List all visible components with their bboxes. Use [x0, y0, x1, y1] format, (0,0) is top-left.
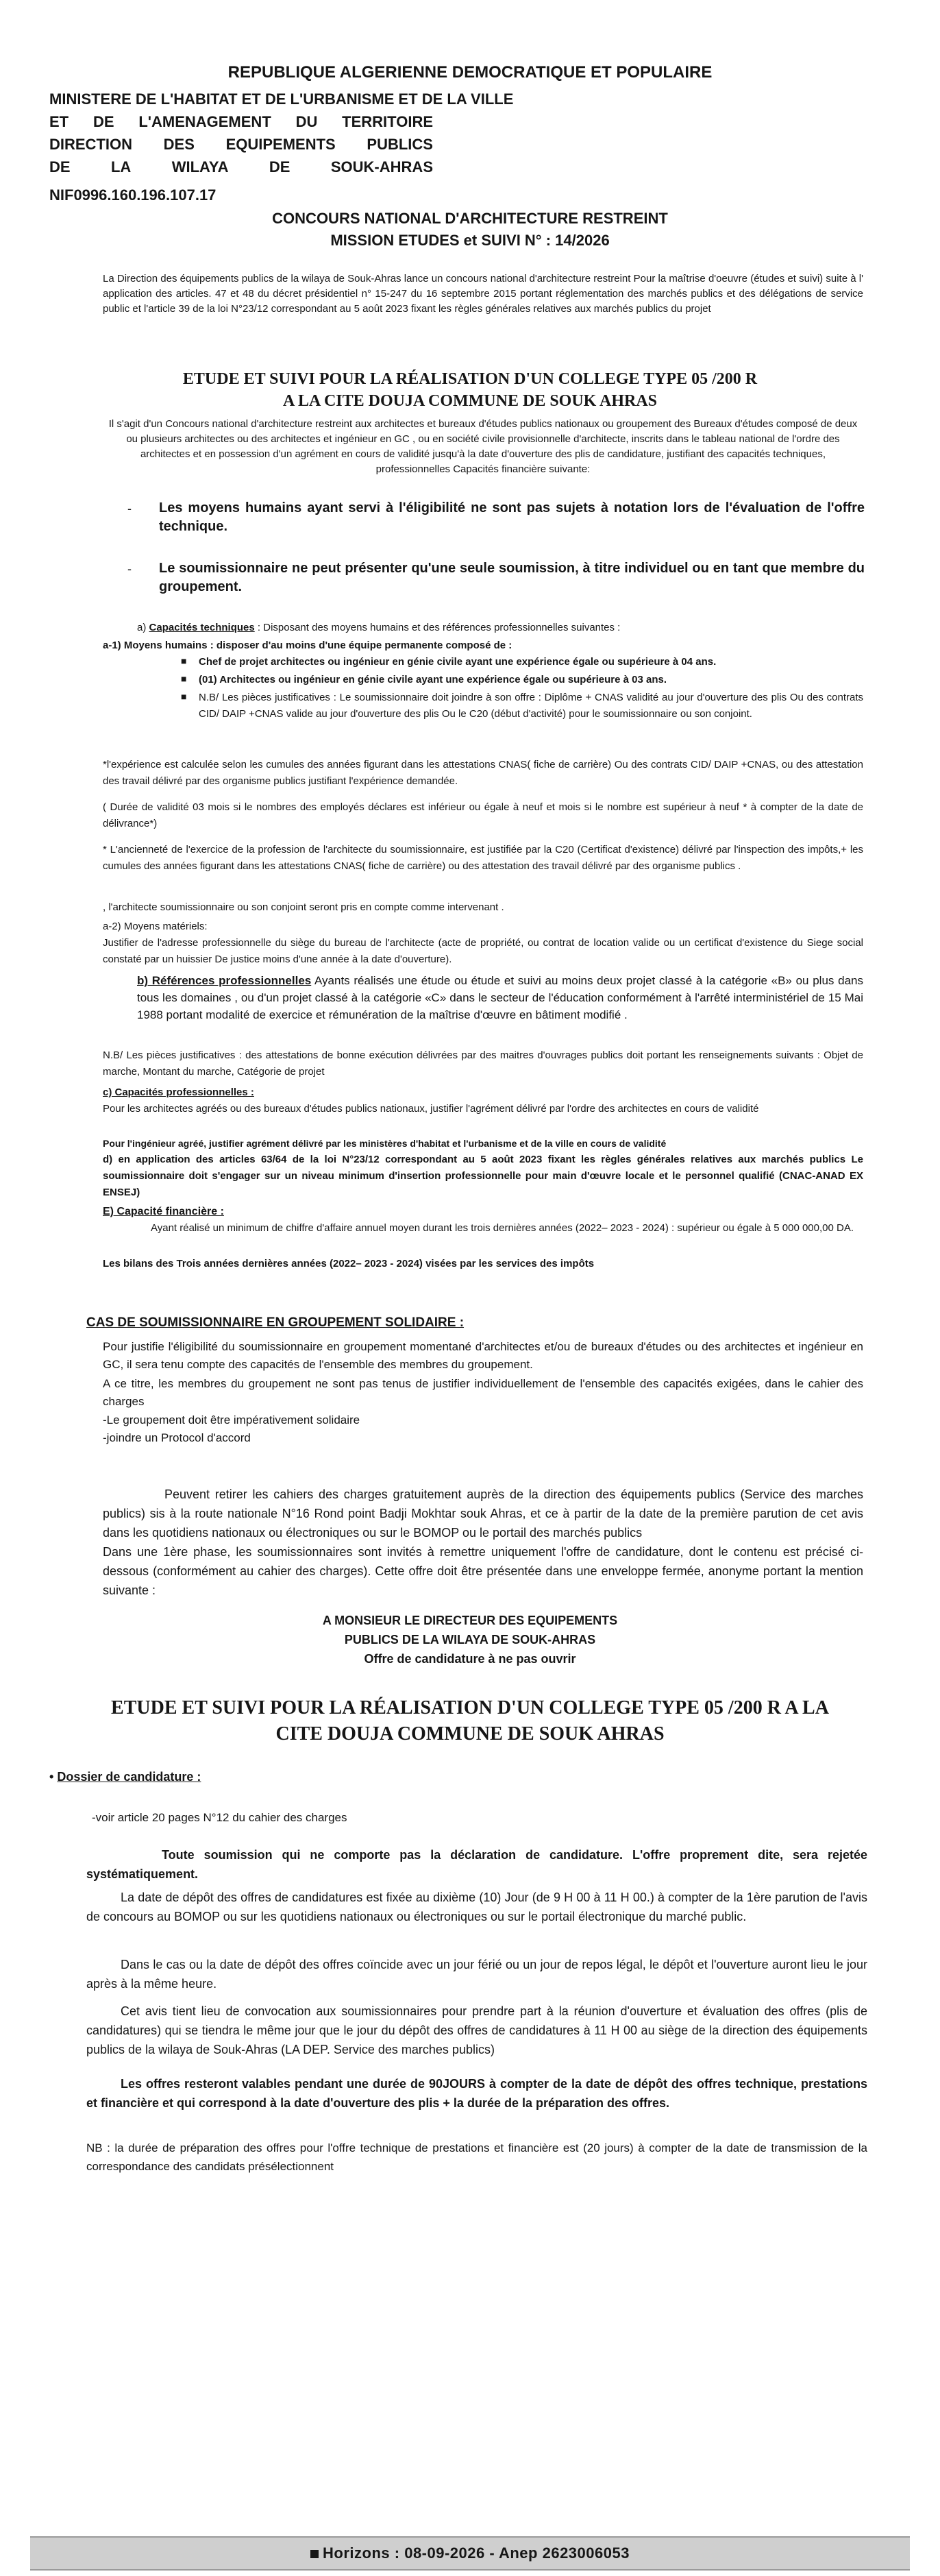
rejection-note: Toute soumission qui ne comporte pas la déclaration de candidature. L'offre proprement dite, sera rejetée systématiquement.	[86, 1848, 867, 1881]
project-title-line2: A LA CITE DOUJA COMMUNE DE SOUK AHRAS	[282, 392, 658, 410]
envelope-mention-line2: CITE DOUJA COMMUNE DE SOUK AHRAS	[275, 1723, 665, 1745]
references-nb: N.B/ Les pièces justificatives : des attestations de bonne exécution délivrées par des maitres d'ouvrages publics doit portant les renseignements suivants : Objet de marche, Montant du marche, Catégorie de projet	[103, 1049, 863, 1078]
ministry-word: WILAYA	[171, 158, 229, 175]
republic-title: REPUBLIQUE ALGERIENNE DEMOCRATIQUE ET POPULAIRE	[227, 63, 713, 82]
footer-text	[310, 2544, 630, 2562]
dossier-reference: -voir article 20 pages N°12 du cahier des charges	[92, 1811, 347, 1824]
ministry-word: L'AMENAGEMENT	[138, 113, 271, 130]
ministry-word: DES	[163, 136, 195, 153]
nb-supporting-documents: N.B/ Les pièces justificatives : Le soumissionnaire doit joindre à son offre : Diplôme + CNAS validité au jour d'ouverture des plis Ou des contrats CID/ DAIP +CNAS valide au jour d'ouverture des plis Ou le C20 (début d'activité) pour le soumissionnaire ou son conjoint.	[199, 692, 863, 720]
ministry-word: EQUIPEMENTS	[225, 136, 336, 153]
financial-statements-note: Les bilans des Trois années dernières années (2022– 2023 - 2024) visées par les services des impôts	[103, 1258, 595, 1269]
project-title-line1: ETUDE ET SUIVI POUR LA RÉALISATION D'UN COLLEGE TYPE 05 /200 R	[182, 370, 758, 388]
ministry-word: DE	[49, 158, 71, 175]
section-text: : Disposant des moyens humains et des références professionnelles suivantes :	[257, 622, 621, 633]
ministry-line	[49, 156, 433, 178]
publication-footer	[30, 2536, 910, 2571]
envelope-mention-line1: ETUDE ET SUIVI POUR LA RÉALISATION D'UN COLLEGE TYPE 05 /200 R A LA	[111, 1697, 829, 1718]
seniority-note: * L'ancienneté de l'exercice de la profession de l'architecte du soumissionnaire, est justifiée par la C20 (Certificat d'existence) délivré par l'inspection des impôts,+ les cumules des années figurant dans les attestations CNAS( fiche de carrière) ou des attestation des travail délivré par des organisme publics .	[103, 844, 863, 872]
ministry-word: SOUK-AHRAS	[330, 158, 433, 175]
list-marker: a)	[137, 622, 147, 633]
groupement-capacities: A ce titre, les membres du groupement ne sont pas tenus de justifier individuellement de l'ensemble des capacités exigées, dans le cahier des charges	[103, 1377, 863, 1408]
technical-capacities-heading	[137, 620, 863, 636]
bullet-dash: -	[127, 502, 132, 515]
material-means-heading: a-2) Moyens matériels:	[103, 921, 208, 932]
material-means-text: Justifier de l'adresse professionnelle du siège du bureau de l'architecte (acte de propriété, ou contrat de location valide ou un certificat d'existence du Siege social constaté par un huissier De justice moins d'une année à la date d'ouverture).	[103, 937, 863, 965]
deposit-date: La date de dépôt des offres de candidatures est fixée au dixième (10) Jour (de 9 H 00 à 11 H 00.) à compter de la 1ère parution de l'avis de concours au BOMOP ou sur les quotidiens nationaux ou électroniques ou sur le portail électronique du marché public.	[86, 1891, 867, 1923]
bullet-square-icon: ■	[181, 673, 187, 684]
address-line2: PUBLICS DE LA WILAYA DE SOUK-AHRAS	[344, 1633, 596, 1647]
groupement-heading: CAS DE SOUMISSIONNAIRE EN GROUPEMENT SOLIDAIRE :	[86, 1315, 465, 1330]
section-text: Ayants réalisés une étude ou étude et suivi au moins deux projet classé à la catégorie «B» ou plus dans tous les domaines , ou d'un projet classé à la catégorie «C» dans le secteur de l'éducation conformément à l'arrêté interministériel de 15 Mai 1988 portant modalité de exercice et rémunération de la maîtrise d'œuvre en bâtiment modifié .	[137, 974, 863, 1021]
groupement-protocol: -joindre un Protocol d'accord	[103, 1431, 251, 1444]
local-insertion-commitment: d) en application des articles 63/64 de la loi N°23/12 correspondant au 5 août 2023 fixant les règles générales relatives aux marchés publics Le soumissionnaire doit s'engager sur un niveau minimum d'insertion professionnelle pour main d'œuvre locale et le personnel qualifié (CNAC-ANAD EX ENSEJ)	[103, 1154, 863, 1198]
eligibility-paragraph: Il s'agit d'un Concours national d'architecture restreint aux architectes et bureaux d'études publics nationaux ou groupement des Bureaux d'études composé de deux ou plusieurs architectes ou des architectes et ingénieur en GC , ou en société civile provisionnelle d'architecte, inscrits dans le tableau national de l'ordre des architectes et en possession d'un agrément en cours de validité jusqu'à la date d'ouverture des plis de candidature, justifiant des capacités techniques, professionnelles Capacités financière suivante:	[108, 418, 858, 475]
financial-capacity-text: Ayant réalisé un minimum de chiffre d'affaire annuel moyen durant les trois dernières années (2022– 2023 - 2024) : supérieur ou égale à 5 000 000,00 DA.	[151, 1222, 854, 1234]
nif-number: NIF0996.160.196.107.17	[49, 186, 217, 204]
validity-period: Les offres resteront valables pendant une durée de 90JOURS à compter de la date de dépôt des offres technique, prestations et financière et qui correspond à la date d'ouverture des plis + la durée de la préparation des offres.	[86, 2077, 867, 2110]
ministry-word: LA	[110, 158, 132, 175]
square-bullet-icon	[310, 2550, 319, 2558]
financial-capacity-heading: E) Capacité financière :	[103, 1206, 224, 1217]
submission-paragraph: Dans une 1ère phase, les soumissionnaires sont invités à remettre uniquement l'offre de candidature, dont le contenu est précisé ci-dessous (conformément au cahier des charges). Cette offre doit être présentée dans une enveloppe fermée, anonyme portant la mention suivante :	[103, 1545, 863, 1597]
ministry-line	[49, 133, 433, 156]
intro-paragraph: La Direction des équipements publics de la wilaya de Souk-Ahras lance un concours national d'architecture restreint Pour la maîtrise d'oeuvre (études et suivi) suite à l' application des articles. 47 et 48 du décret présidentiel n° 15-247 du 16 septembre 2015 portant réglementation des marchés publics et des délégations de service public et l'article 39 de la loi N°23/12 correspondant au 5 août 2023 fixant les règles générales relatives aux marchés publics du projet	[103, 273, 863, 315]
mission-number: MISSION ETUDES et SUIVI N° : 14/2026	[330, 232, 610, 249]
bullet-dot-icon: •	[49, 1770, 54, 1784]
engineer-agreement: Pour l'ingénieur agréé, justifier agrément délivré par les ministères d'habitat et l'urbanisme et de la ville en cours de validité	[103, 1138, 667, 1149]
preparation-duration-nb: NB : la durée de préparation des offres pour l'offre technique de prestations et financière est (20 jours) à compter de la date de transmission de la correspondance des candidats présélectionnent	[86, 2141, 867, 2173]
holiday-rule: Dans le cas ou la date de dépôt des offres coïncide avec un jour férié ou un jour de repos légal, le dépôt et l'ouverture auront lieu le jour après à la même heure.	[86, 1958, 867, 1991]
contest-title: CONCOURS NATIONAL D'ARCHITECTURE RESTREINT	[272, 210, 668, 227]
single-submission-note: Le soumissionnaire ne peut présenter qu'une seule soumission, à titre individuel ou en tant que membre du groupement.	[159, 561, 865, 594]
professional-capacities-heading: c) Capacités professionnelles :	[103, 1086, 254, 1098]
opening-meeting: Cet avis tient lieu de convocation aux soumissionnaires pour prendre part à la réunion d'ouverture et évaluation des offres (plis de candidatures) qui se tiendra le même jour que le jour du dépôt des offres de candidatures à 11 H 00 au siège de la direction des équipements publics de la wilaya de Souk-Ahras (LA DEP. Service des marches publics)	[86, 2004, 867, 2056]
ministry-word: TERRITOIRE	[342, 113, 433, 130]
groupement-solidarity: -Le groupement doit être impérativement solidaire	[103, 1413, 360, 1426]
ministry-word: DE	[92, 113, 114, 130]
ministry-word: DIRECTION	[49, 136, 132, 153]
validity-note: ( Durée de validité 03 mois si le nombres des employés déclares est inférieur ou égale à neuf et mois si le nombre est supérieur à neuf * à compter de la date de délivrance*)	[103, 801, 863, 829]
human-means-note: Les moyens humains ayant servi à l'éligibilité ne sont pas sujets à notation lors de l'évaluation de l'offre technique.	[159, 500, 865, 534]
withdrawal-paragraph: Peuvent retirer les cahiers des charges gratuitement auprès de la direction des équipements publics (Service des marches publics) sis à la route nationale N°16 Rond point Badji Mokhtar souk Ahras, et ce à partir de la date de la première parution de cet avis dans les quotidiens nationaux ou électroniques ou sur le BOMOP ou le portail des marchés publics	[103, 1487, 863, 1540]
address-line1: A MONSIEUR LE DIRECTEUR DES EQUIPEMENTS	[322, 1614, 618, 1627]
groupement-eligibility: Pour justifie l'éligibilité du soumissionnaire en groupement momentané d'architectes et/ou de bureaux d'études ou des architectes et ingénieur en GC, il sera tenu compte des capacités de l'ensemble des membres du groupement.	[103, 1340, 863, 1371]
ministry-word: DE	[269, 158, 290, 175]
human-means-heading: a-1) Moyens humains : disposer d'au moins d'une équipe permanente composé de :	[103, 640, 512, 651]
ministry-word: ET	[49, 113, 69, 130]
dossier-heading	[49, 1769, 460, 1785]
ministry-line	[49, 110, 433, 133]
address-line3: Offre de candidature à ne pas ouvrir	[364, 1652, 576, 1666]
bullet-square-icon: ■	[181, 655, 187, 666]
references-paragraph	[137, 972, 863, 1023]
ministry-block	[49, 88, 514, 178]
spouse-note: , l'architecte soumissionnaire ou son conjoint seront pris en compte comme intervenant .	[103, 901, 504, 913]
ministry-line: MINISTERE DE L'HABITAT ET DE L'URBANISME ET DE LA VILLE	[49, 90, 514, 108]
bullet-dash: -	[127, 562, 132, 576]
bullet-square-icon: ■	[181, 691, 187, 702]
staff-requirement-1: Chef de projet architectes ou ingénieur en génie civile ayant une expérience égale ou supérieure à 04 ans.	[199, 656, 717, 668]
footer-label: Horizons : 08-09-2026 - Anep 2623006053	[323, 2544, 630, 2562]
architect-agreement: Pour les architectes agréés ou des bureaux d'études publics nationaux, justifier l'agrément délivré par l'ordre des architectes en cours de validité	[103, 1103, 759, 1115]
ministry-word: DU	[295, 113, 318, 130]
dossier-title: Dossier de candidature :	[57, 1770, 201, 1784]
experience-note: *l'expérience est calculée selon les cumules des années figurant dans les attestations CNAS( fiche de carrière) Ou des contrats CID/ DAIP +CNAS, ou des attestation des travail délivré par des organisme publics justifiant l'expérience demandée.	[103, 759, 863, 787]
ministry-word: PUBLICS	[367, 136, 433, 153]
section-heading: Capacités techniques	[149, 622, 255, 633]
staff-requirement-2: (01) Architectes ou ingénieur en génie civile ayant une expérience égale ou supérieure à 03 ans.	[199, 674, 667, 685]
section-heading: b) Références professionnelles	[137, 974, 312, 987]
